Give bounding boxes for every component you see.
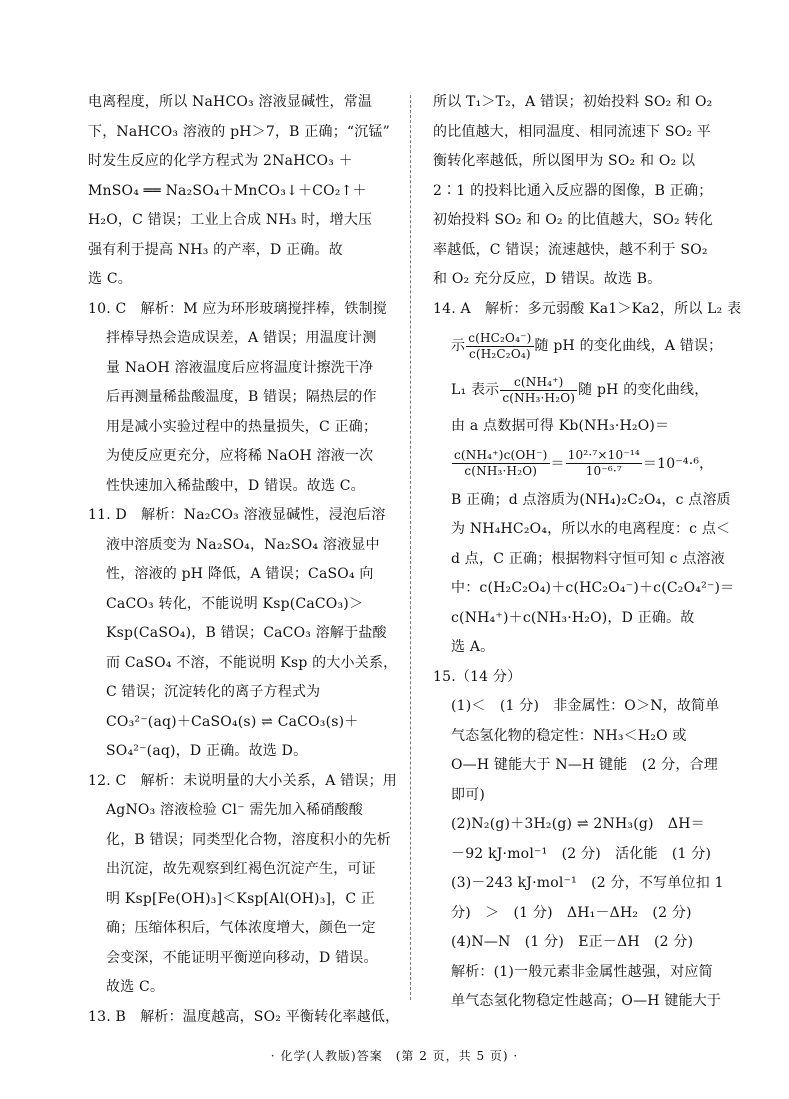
text-segment: 示 (451, 338, 466, 354)
text-line: 用是减小实验过程中的热量损失，C 正确； (106, 418, 378, 435)
text-line: 由 a 点数据可得 Kb(NH₃·H₂O)＝ (451, 418, 670, 434)
left-column (88, 88, 416, 1032)
text-line: 即可) (451, 786, 486, 803)
text-segment: 随 pH 的变化曲线，A 错误； (534, 338, 723, 354)
fraction (466, 331, 533, 362)
fraction-denominator: c(NH₃·H₂O) (502, 390, 576, 405)
text-line: (2)N₂(g)＋3H₂(g) ⇌ 2NH₃(g) ΔH＝ (451, 816, 705, 832)
text-line: 明 Ksp[Fe(OH)₃]＜Ksp[Al(OH)₃]，C 正 (106, 890, 376, 907)
text-line: 单气态氢化物稳定性越高；O—H 键能大于 (451, 993, 722, 1009)
text-line: 率越低，C 错误；流速越快，越不利于 SO₂ (433, 241, 708, 258)
text-line: 故选 C。 (106, 979, 165, 995)
fraction-numerator: c(HC₂O₄⁻) (468, 330, 532, 345)
text-line: 会变深，不能证明平衡逆向移动，D 错误。 (106, 949, 378, 966)
text-segment: L₁ 表示 (451, 382, 500, 398)
text-line: 2∶1 的投料比通入反应器的图像，B 正确； (433, 182, 713, 199)
text-segment: 随 pH 的变化曲线， (578, 382, 709, 398)
text-line: 化，B 错误；同类型化合物，溶度积小的先析 (106, 831, 391, 848)
fraction-denominator: c(H₂C₂O₄) (468, 346, 531, 361)
text-line: (1)＜ (1 分) 非金属性：O＞N，故简单 (451, 698, 720, 714)
answer-14-rest (433, 486, 761, 663)
text-line: 后再测量稀盐酸温度，B 错误；隔热层的作 (106, 389, 377, 405)
text-line: 确；压缩体积后，气体浓度增大，颜色一定 (106, 920, 376, 936)
text-line: (4)N—N (1 分) E正－ΔH (2 分) (451, 934, 694, 950)
fraction-denominator: c(NH₃·H₂O) (464, 464, 538, 478)
text-line: 液中溶质变为 Na₂SO₄，Na₂SO₄ 溶液显中 (106, 536, 380, 553)
text-line: 所以 T₁＞T₂，A 错误；初始投料 SO₂ 和 O₂ (433, 94, 713, 110)
column-divider (410, 95, 411, 1000)
fraction (500, 375, 577, 406)
text-line: 拌棒导热会造成误差，A 错误；用温度计测 (106, 330, 377, 346)
text-line: Ksp(CaSO₄)，B 错误；CaCO₃ 溶解于盐酸 (106, 625, 387, 641)
text-line: CaCO₃ 转化，不能说明 Ksp(CaCO₃)＞ (106, 595, 364, 612)
fraction-denominator: 10⁻⁶·⁷ (585, 464, 622, 478)
page-footer: · 化学(人教版)答案 (第 2 页，共 5 页) · (270, 1049, 519, 1063)
text-line: H₂O，C 错误；工业上合成 NH₃ 时，增大压 (88, 212, 373, 228)
fraction (452, 448, 550, 479)
text-line: c(NH₄⁺)＋c(NH₃·H₂O)，D 正确。故 (451, 609, 695, 626)
text-line: CO₃²⁻(aq)＋CaSO₄(s) ⇌ CaCO₃(s)＋ (106, 713, 359, 730)
text-line: －92 kJ·mol⁻¹ (2 分) 活化能 (1 分) (451, 845, 712, 862)
text-segment: ＝10⁻⁴·⁶， (642, 455, 714, 472)
text-line: 为 NH₄HC₂O₄，所以水的电离程度：c 点＜ (451, 521, 731, 537)
fraction (566, 448, 642, 479)
text-line: 时发生反应的化学方程式为 2NaHCO₃ ＋ (88, 153, 353, 169)
text-line: 气态氢化物的稳定性：NH₃＜H₂O 或 (451, 727, 687, 744)
right-column (433, 88, 761, 1017)
text-line: 选 C。 (88, 271, 132, 287)
answer-14 (433, 295, 761, 663)
text-line: 的比值越大，相同温度、相同流速下 SO₂ 平 (433, 123, 711, 140)
text-line: 性快速加入稀盐酸中，D 错误。故选 C。 (106, 477, 365, 494)
text-line: C 错误；沉淀转化的离子方程式为 (106, 684, 321, 700)
text-line: 电离程度，所以 NaHCO₃ 溶液显碱性，常温 (88, 94, 373, 110)
text-line: 15.（14 分） (433, 668, 522, 685)
text-line: 出沉淀，故先观察到红褐色沉淀产生，可证 (106, 861, 376, 877)
answer-13-continued (433, 88, 761, 295)
text-segment: ＝ (550, 455, 565, 472)
text-line: 为使反应更充分，应将稀 NaOH 溶液一次 (106, 448, 374, 464)
text-line: O—H 键能大于 N—H 键能 (2 分，合理 (451, 757, 718, 773)
text-line: 14. A 解析：多元弱酸 Ka1＞Ka2，所以 L₂ 表 (433, 300, 742, 317)
fraction-numerator: 10²·⁷×10⁻¹⁴ (567, 448, 640, 462)
text-line (433, 324, 761, 368)
text-line: 选 A。 (451, 639, 495, 655)
text-line: (3)－243 kJ·mol⁻¹ (2 分，不写单位扣 1 (451, 875, 724, 891)
text-line: 分) ＞ (1 分) ΔH₁－ΔH₂ (2 分) (451, 904, 692, 921)
fraction-numerator: c(NH₄⁺)c(OH⁻) (454, 448, 548, 462)
text-line: 衡转化率越低，所以图甲为 SO₂ 和 O₂ 以 (433, 153, 696, 169)
text-line: 强有利于提高 NH₃ 的产率，D 正确。故 (88, 241, 343, 258)
fraction-numerator: c(NH₄⁺) (500, 375, 577, 391)
text-line: B 正确；d 点溶质为(NH₄)₂C₂O₄，c 点溶质 (451, 491, 731, 508)
text-line: 和 O₂ 充分反应，D 错误。故选 B。 (433, 271, 662, 287)
text-line (433, 368, 761, 412)
text-line: d 点，C 正确；根据物料守恒可知 c 点溶液 (451, 550, 725, 567)
text-line: 性，溶液的 pH 降低，A 错误；CaSO₄ 向 (106, 566, 374, 582)
text-line (433, 442, 761, 486)
answer-15 (433, 663, 761, 1017)
text-line: 13. B 解析：温度越高，SO₂ 平衡转化率越低， (88, 1008, 400, 1025)
text-line: 10. C 解析：M 应为环形玻璃搅拌棒，铁制搅 (88, 300, 388, 317)
text-line: 下，NaHCO₃ 溶液的 pH＞7，B 正确；“沉锰” (88, 123, 391, 140)
text-line: 12. C 解析：未说明量的大小关系，A 错误；用 (88, 772, 397, 789)
text-line: 而 CaSO₄ 不溶，不能说明 Ksp 的大小关系， (106, 654, 398, 671)
text-line: 11. D 解析：Na₂CO₃ 溶液显碱性，浸泡后溶 (88, 507, 386, 523)
text-line: 量 NaOH 溶液温度后应将温度计擦洗干净 (106, 359, 374, 376)
text-line: SO₄²⁻(aq)，D 正确。故选 D。 (106, 743, 308, 759)
text-line: AgNO₃ 溶液检验 Cl⁻ 需先加入稀硝酸酸 (106, 802, 363, 818)
text-line: 解析：(1)一般元素非金属性越强，对应简 (451, 963, 713, 980)
text-line: MnSO₄ ══ Na₂SO₄＋MnCO₃↓＋CO₂↑＋ (88, 182, 367, 199)
text-line: 初始投料 SO₂ 和 O₂ 的比值越大，SO₂ 转化 (433, 212, 713, 228)
text-line: 中：c(H₂C₂O₄)＋c(HC₂O₄⁻)＋c(C₂O₄²⁻)＝ (451, 580, 735, 596)
